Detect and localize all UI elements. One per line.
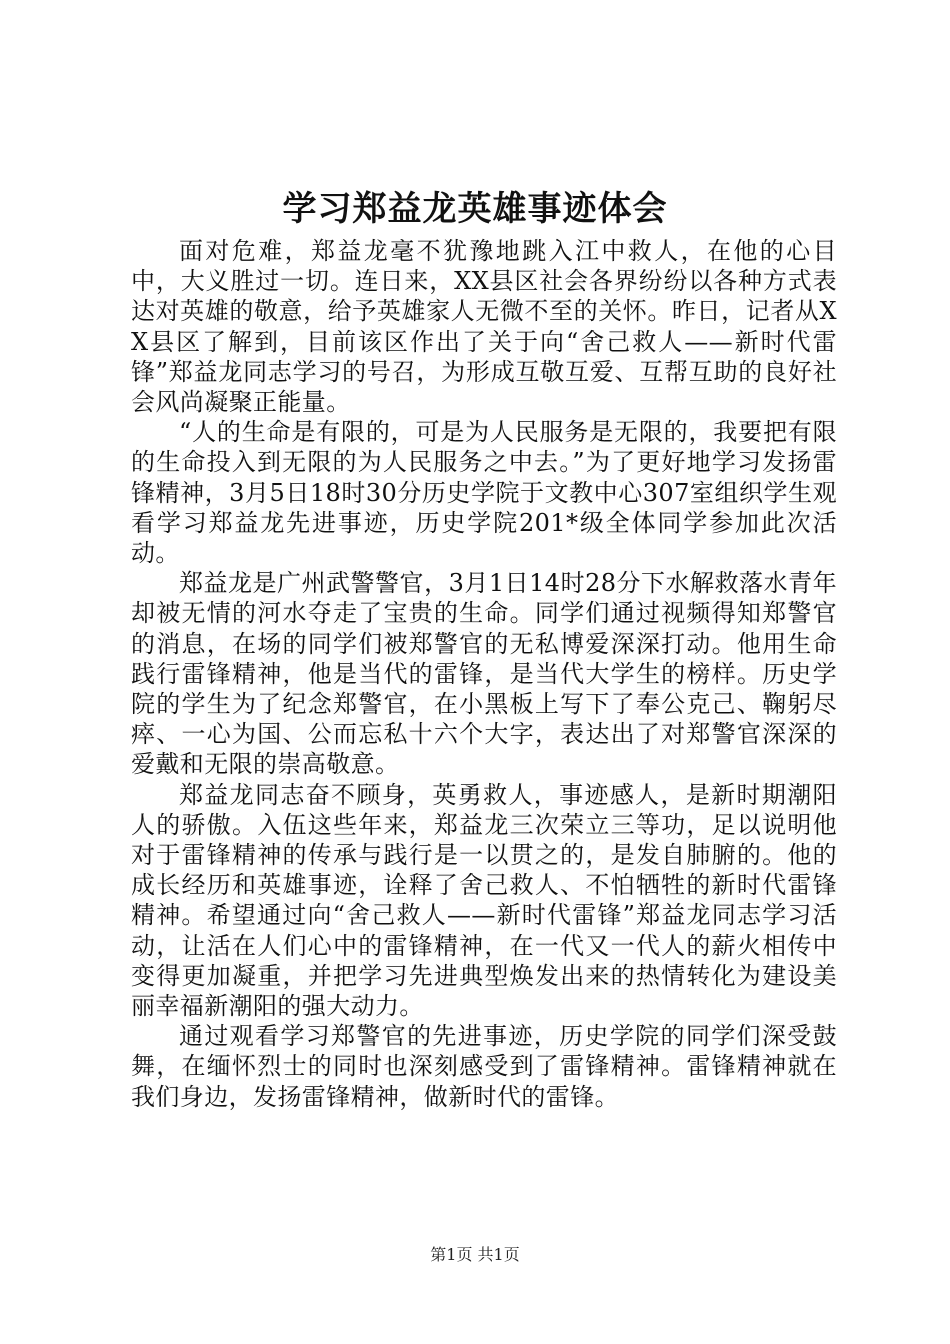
paragraph-3: 郑益龙是广州武警警官，3月1日14时28分下水解救落水青年却被无情的河水夺走了宝贵的生命。同学们通过视频得知郑警官的消息，在场的同学们被郑警官的无私博爱深深打动。他用生命践行雷锋精神，他是当代的雷锋，是当代大学生的榜样。历史学院的学生为了纪念郑警官，在小黑板上写下了奉公克己、鞠躬尽瘁、一心为国、公而忘私十六个大字，表达出了对郑警官深深的爱戴和无限的崇高敬意。 <box>131 569 837 779</box>
page-number-footer: 第1页 共1页 <box>430 1245 520 1264</box>
document-body <box>131 236 837 1112</box>
page-title: 学习郑益龙英雄事迹体会 <box>282 189 668 229</box>
paragraph-5: 通过观看学习郑警官的先进事迹，历史学院的同学们深受鼓舞，在缅怀烈士的同时也深刻感受到了雷锋精神。雷锋精神就在我们身边，发扬雷锋精神，做新时代的雷锋。 <box>131 1022 837 1111</box>
paragraph-4: 郑益龙同志奋不顾身，英勇救人，事迹感人，是新时期潮阳人的骄傲。入伍这些年来，郑益龙三次荣立三等功，足以说明他对于雷锋精神的传承与践行是一以贯之的，是发自肺腑的。他的成长经历和英雄事迹，诠释了舍己救人、不怕牺牲的新时代雷锋精神。希望通过向“舍己救人——新时代雷锋”郑益龙同志学习活动，让活在人们心中的雷锋精神，在一代又一代人的薪火相传中变得更加凝重，并把学习先进典型焕发出来的热情转化为建设美丽幸福新潮阳的强大动力。 <box>131 780 837 1021</box>
paragraph-2: “人的生命是有限的，可是为人民服务是无限的，我要把有限的生命投入到无限的为人民服务之中去。”为了更好地学习发扬雷锋精神，3月5日18时30分历史学院于文教中心307室组织学生观看学习郑益龙先进事迹，历史学院201*级全体同学参加此次活动。 <box>131 418 837 568</box>
paragraph-1: 面对危难，郑益龙毫不犹豫地跳入江中救人，在他的心目中，大义胜过一切。连日来，XX县区社会各界纷纷以各种方式表达对英雄的敬意，给予英雄家人无微不至的关怀。昨日，记者从XX县区了解到，目前该区作出了关于向“舍己救人——新时代雷锋”郑益龙同志学习的号召，为形成互敬互爱、互帮互助的良好社会风尚凝聚正能量。 <box>131 237 837 417</box>
